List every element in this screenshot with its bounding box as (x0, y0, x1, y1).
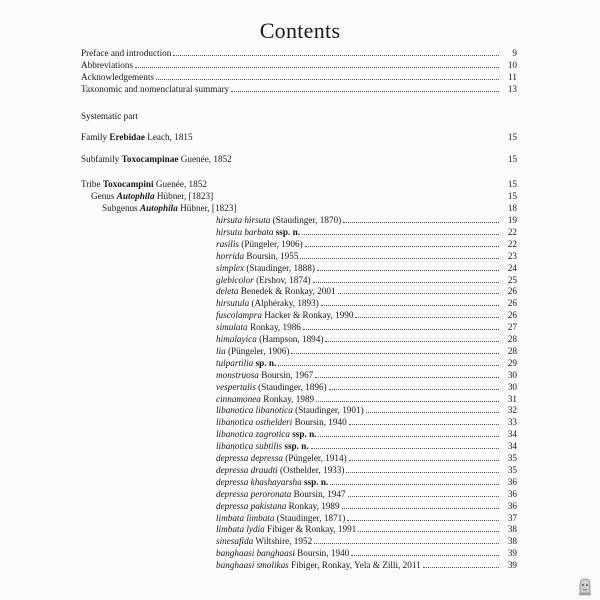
toc-entry-page: 19 (507, 215, 517, 225)
dot-leader (338, 293, 499, 294)
dot-leader (349, 460, 499, 461)
toc-entry-page: 37 (507, 512, 517, 523)
toc-entry-species (216, 393, 517, 405)
toc-entry-species (216, 452, 517, 464)
toc-entry-label: banghaasi banghaasi Boursin, 1940 (216, 548, 350, 559)
dot-leader (173, 55, 499, 56)
toc-entry-label: depressa peroronata Boursin, 1947 (216, 488, 346, 499)
dot-leader (325, 341, 499, 342)
toc-entry-page: 36 (507, 488, 517, 499)
toc-entry-page: 30 (507, 369, 517, 380)
toc-entry-species (216, 404, 517, 416)
toc-entry-species (216, 214, 517, 226)
toc-entry-species (216, 416, 517, 428)
toc-entry-label: Abbreviations (81, 60, 134, 70)
toc-entry-species (216, 547, 517, 559)
publisher-logo-icon (578, 578, 592, 596)
toc-entry-species (216, 345, 517, 357)
toc-entry-label: libanotica zagrotica ssp. n. (216, 429, 317, 440)
toc-entry-page: 28 (507, 345, 517, 356)
toc-entry-label: cinnamonea Ronkay, 1989 (216, 393, 315, 404)
toc-entry-page: 22 (507, 226, 517, 237)
toc-entry-species (216, 440, 517, 452)
toc-entry-label: vespertalis (Staudinger, 1896) (216, 381, 327, 392)
toc-entry-species (216, 238, 517, 250)
toc-entry-label: hirsutula (Alphéraky, 1893) (216, 298, 319, 309)
dot-leader (343, 222, 499, 223)
toc-entry-page: 10 (507, 60, 517, 70)
toc-entry-page: 26 (507, 286, 517, 297)
dot-leader (348, 496, 499, 497)
toc-entry-label: Genus Autophila Hübner, [1823] (91, 191, 214, 201)
toc-entry-species (216, 512, 517, 524)
toc-entry-subfamily (81, 153, 517, 165)
toc-entry-page: 39 (507, 560, 517, 571)
dot-leader (358, 531, 499, 532)
toc-entry-label: depressa depressa (Püngeler, 1914) (216, 453, 347, 463)
toc-entry-page: 35 (507, 453, 517, 463)
toc-entry-label: Acknowledgements (81, 72, 154, 82)
toc-entry-page: 26 (507, 310, 517, 321)
toc-entry-label: Taxonomic and nomenclatural summary (81, 84, 230, 94)
dot-leader (342, 508, 499, 509)
toc-entry-species (216, 476, 517, 488)
toc-entry-species (216, 309, 517, 321)
dot-leader (347, 520, 499, 521)
toc-entry-page: 30 (507, 381, 517, 392)
toc-entry-species (216, 500, 517, 512)
dot-leader (300, 258, 499, 259)
toc-entry-label: libanotica libanotica (Staudinger, 1901) (216, 405, 364, 416)
toc-entry-abbreviations (81, 59, 517, 71)
toc-entry-label: Tribe Toxocampini Guenée, 1852 (81, 179, 207, 189)
toc-entry-page: 9 (512, 48, 517, 58)
toc-entry-page: 15 (507, 179, 517, 189)
toc-entry-species (216, 464, 517, 476)
toc-entry-page: 22 (507, 238, 517, 249)
toc-entry-summary (81, 83, 517, 95)
toc-entry-page: 34 (507, 441, 517, 452)
toc-entry-label: depressa draudti (Osthelder, 1933) (216, 464, 345, 475)
toc-entry-tribe (81, 178, 517, 190)
toc-entry-label: lia (Püngeler, 1906) (216, 345, 290, 356)
toc-entry-species (216, 285, 517, 297)
toc-entry-species (216, 262, 517, 274)
toc-entry-species (216, 357, 517, 369)
dot-leader (303, 329, 499, 330)
dot-leader (302, 234, 499, 235)
toc-entry-species (216, 559, 517, 571)
toc-entry-label: simplex (Staudinger, 1888) (216, 262, 315, 273)
dot-leader (135, 67, 499, 68)
toc-entry-page: 38 (507, 524, 517, 535)
dot-leader (311, 448, 499, 449)
toc-entry-label: hirsuta barbata ssp. n. (216, 226, 300, 237)
dot-leader (314, 543, 499, 544)
toc-entry-label: horrida Boursin, 1955 (216, 250, 299, 261)
dot-leader (231, 91, 499, 92)
toc-entry-page: 28 (507, 334, 517, 344)
toc-entry-label: Preface and introduction (81, 48, 172, 58)
toc-entry-species (216, 297, 517, 309)
toc-entry-label: depressa pakistana Ronkay, 1989 (216, 500, 340, 511)
toc-entry-label: banghaasi smolikas Fibiger, Ronkay, Yela & Zilli, 2011 (216, 560, 421, 571)
toc-entry-label: tulpartilia sp. n. (216, 357, 277, 368)
toc-entry-species (216, 381, 517, 393)
toc-entry-label: limbata lydia Fibiger & Ronkay, 1991 (216, 524, 357, 535)
dot-leader (423, 567, 499, 568)
toc-entry-page: 15 (507, 154, 517, 164)
toc-entry-label: fuscolampra Hacker & Ronkay, 1990 (216, 310, 354, 321)
toc-entry-page: 32 (507, 405, 517, 416)
dot-leader (315, 377, 499, 378)
dot-leader (321, 305, 499, 306)
toc-entry-page: 38 (507, 536, 517, 547)
toc-entry-page: 26 (507, 298, 517, 309)
dot-leader (329, 389, 499, 390)
toc-entry-label: libanotica subtilis ssp. n. (216, 441, 309, 452)
toc-entry-label: hirsuta hirsuta (Staudinger, 1870) (216, 215, 342, 225)
toc-entry-label: rasilis (Püngeler, 1906) (216, 238, 303, 249)
toc-entry-species (216, 523, 517, 535)
toc-entry-family (81, 131, 517, 143)
toc-entry-page: 36 (507, 500, 517, 511)
toc-entry-subgenus (102, 202, 517, 214)
toc-entry-page: 15 (507, 132, 517, 142)
toc-entry-species (216, 333, 517, 345)
toc-entry-species (216, 535, 517, 547)
toc-entry-page: 35 (507, 464, 517, 475)
toc-entry-page: 15 (507, 191, 517, 201)
toc-entry-label: monstruosa Boursin, 1967 (216, 369, 314, 380)
toc-entry-label: himalayica (Hampson, 1894) (216, 334, 324, 344)
toc-entry-species (216, 226, 517, 238)
toc-entry-page: 31 (507, 393, 517, 404)
toc-entry-preface (81, 47, 517, 59)
toc-entry-label: glebicolor (Ershov, 1874) (216, 274, 311, 285)
dot-leader (318, 436, 499, 437)
section-heading-systematic: Systematic part (81, 111, 138, 121)
toc-entry-page: 27 (507, 322, 517, 333)
dot-leader (355, 317, 499, 318)
dot-leader (291, 353, 499, 354)
dot-leader (351, 555, 499, 556)
toc-entry-page: 24 (507, 262, 517, 273)
toc-entry-species (216, 428, 517, 440)
toc-entry-label: Subfamily Toxocampinae Guenée, 1852 (81, 154, 232, 164)
toc-entry-species (216, 369, 517, 381)
toc-entry-page: 33 (507, 417, 517, 428)
toc-entry-species (216, 488, 517, 500)
toc-entry-species (216, 321, 517, 333)
dot-leader (313, 282, 499, 283)
toc-entry-label: depressa khashayarsha ssp. n. (216, 476, 329, 487)
toc-entry-species (216, 274, 517, 286)
toc-entry-page: 18 (507, 203, 517, 213)
toc-entry-page: 23 (507, 250, 517, 261)
toc-entry-genus (91, 190, 517, 202)
dot-leader (156, 79, 499, 80)
toc-entry-page: 11 (508, 72, 517, 82)
toc-entry-page: 29 (507, 357, 517, 368)
toc-entry-acknowledgements (81, 71, 517, 83)
toc-entry-label: Family Erebidae Leach, 1815 (81, 132, 193, 142)
dot-leader (346, 472, 499, 473)
toc-entry-page: 25 (507, 274, 517, 285)
toc-entry-page: 34 (507, 429, 517, 440)
dot-leader (366, 412, 499, 413)
toc-entry-page: 39 (507, 548, 517, 559)
toc-entry-species (216, 250, 517, 262)
toc-entry-label: libanotica osthelderi Boursin, 1940 (216, 417, 347, 428)
dot-leader (330, 484, 499, 485)
toc-entry-label: simulata Ronkay, 1986 (216, 322, 301, 333)
toc-entry-page: 36 (507, 476, 517, 487)
dot-leader (316, 401, 499, 402)
toc-entry-page: 13 (507, 84, 517, 94)
toc-entry-label: limbata limbata (Staudinger, 1871) (216, 512, 346, 523)
dot-leader (317, 270, 499, 271)
dot-leader (349, 424, 499, 425)
page-title: Contents (259, 18, 341, 43)
dot-leader (278, 365, 499, 366)
toc-entry-label: Subgenus Autophila Hübner, [1823] (102, 203, 237, 213)
toc-entry-label: sinesafida Wiltshire, 1952 (216, 536, 313, 547)
dot-leader (305, 246, 499, 247)
toc-entry-label: deleta Benedek & Ronkay, 2001 (216, 286, 336, 297)
